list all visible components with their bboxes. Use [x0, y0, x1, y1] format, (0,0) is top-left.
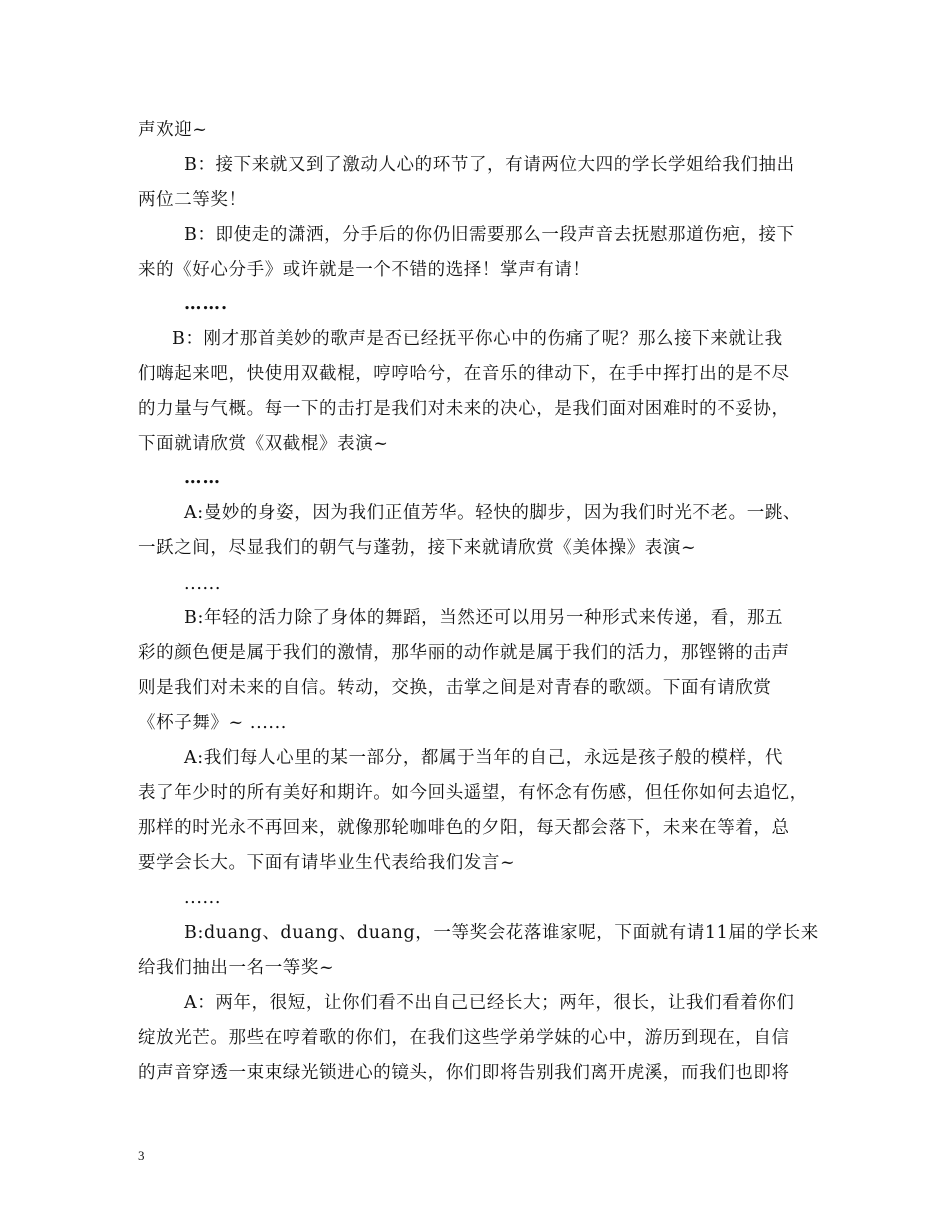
text-line: 绽放光芒。那些在哼着歌的你们，在我们这些学弟学妹的心中，游历到现在，自信 — [138, 1028, 790, 1048]
ellipsis-line: ……. — [184, 294, 229, 314]
text-line: B：即使走的潇洒，分手后的你仍旧需要那么一段声音去抚慰那道伤疤，接下 — [184, 225, 795, 245]
text-line: A：两年，很短，让你们看不出自己已经长大；两年，很长，让我们看着你们 — [184, 993, 795, 1013]
text-line: B:duang、duang、duang，一等奖会花落谁家呢，下面就有请11届的学长来 — [184, 923, 819, 943]
text-line: B:年轻的活力除了身体的舞蹈，当然还可以用另一种形式来传递，看，那五 — [184, 608, 784, 628]
text-line: 那样的时光永不再回来，就像那轮咖啡色的夕阳，每天都会落下，未来在等着，总 — [138, 818, 790, 838]
text-line: 的力量与气概。每一下的击打是我们对未来的决心，是我们面对困难时的不妥协， — [138, 399, 790, 419]
text-line: 表了年少时的所有美好和期许。如今回头遥望，有怀念有伤感，但任你如何去追忆， — [138, 783, 808, 803]
text-line: 要学会长大。下面有请毕业生代表给我们发言~ — [138, 853, 516, 873]
ellipsis-line: …… — [184, 468, 221, 488]
text-line: 《杯子舞》~ ...... — [138, 713, 287, 733]
text-line: A:曼妙的身姿，因为我们正值芳华。轻快的脚步，因为我们时光不老。一跳、 — [184, 503, 802, 523]
page-number: 3 — [138, 1148, 145, 1163]
text-line: B：接下来就又到了激动人心的环节了，有请两位大四的学长学姐给我们抽出 — [184, 155, 795, 175]
text-line: 们嗨起来吧，快使用双截棍，哼哼哈兮，在音乐的律动下，在手中挥打出的是不尽 — [138, 364, 790, 384]
text-line: 彩的颜色便是属于我们的激情，那华丽的动作就是属于我们的活力，那铿锵的击声 — [138, 643, 790, 663]
ellipsis-line: ...... — [184, 888, 221, 908]
text-line: 给我们抽出一名一等奖~ — [138, 958, 335, 978]
text-line: 的声音穿透一束束绿光锁进心的镜头，你们即将告别我们离开虎溪，而我们也即将 — [138, 1063, 790, 1083]
text-line: 两位二等奖！ — [138, 190, 247, 210]
text-line: 一跃之间，尽显我们的朝气与蓬勃，接下来就请欣赏《美体操》表演~ — [138, 538, 697, 558]
ellipsis-line: ...... — [184, 574, 221, 594]
text-line: 下面就请欣赏《双截棍》表演~ — [138, 434, 389, 454]
text-line: A:我们每人心里的某一部分，都属于当年的自己，永远是孩子般的模样，代 — [184, 748, 783, 768]
text-line: 则是我们对未来的自信。转动，交换，击掌之间是对青春的歌颂。下面有请欣赏 — [138, 678, 772, 698]
text-line: 声欢迎~ — [138, 120, 208, 140]
text-line: 来的《好心分手》或许就是一个不错的选择！掌声有请！ — [138, 260, 591, 280]
text-line: B：刚才那首美妙的歌声是否已经抚平你心中的伤痛了呢？那么接下来就让我 — [172, 329, 783, 349]
